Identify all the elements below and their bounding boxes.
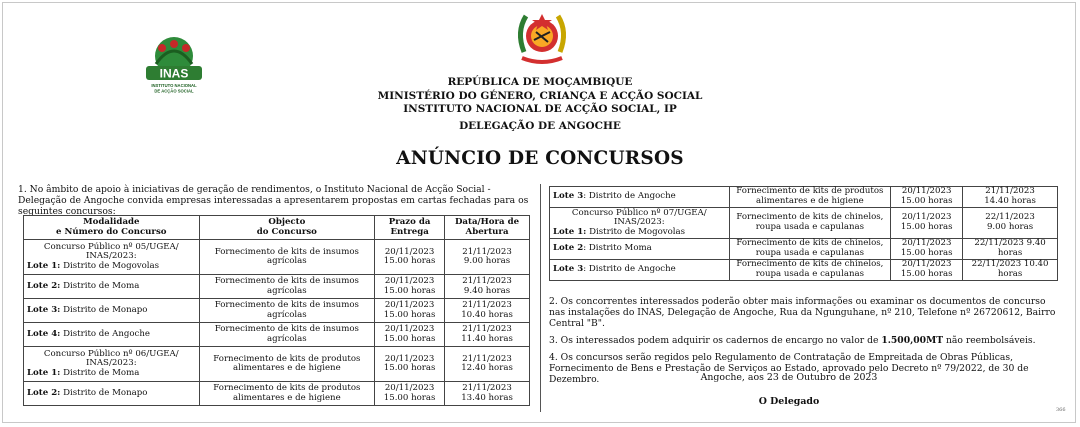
cell-objecto: Fornecimento de kits de insumos agrícolas (199, 275, 375, 299)
cell-prazo: 20/11/2023 15.00 horas (891, 239, 963, 260)
cell-prazo: 20/11/2023 15.00 horas (891, 187, 963, 208)
cell-abertura: 22/11/2023 9.40 horas (963, 239, 1058, 260)
cell-modalidade: Lote 3: Distrito de Monapo (24, 299, 200, 323)
table-header-row (24, 216, 530, 240)
table-row (550, 239, 1058, 260)
note-4: 4. Os concursos serão regidos pelo Regulamento de Contratação de Empreitada de Obras Públicas, Fornecimento de Bens e Prestação de Serviços ao Estado, aprovado pelo Decreto nº 79/2022, de 30 de Dezembro. (549, 352, 1029, 385)
header-delegation: DELEGAÇÃO DE ANGOCHE (459, 119, 621, 132)
mozambique-emblem (512, 8, 572, 70)
tender-table-right (549, 186, 1058, 281)
cell-objecto: Fornecimento de kits de produtos alimentares e de higiene (729, 187, 891, 208)
corner-mark: 366 (1056, 407, 1066, 413)
cell-objecto: Fornecimento de kits de produtos alimentares e de higiene (199, 382, 375, 406)
cell-prazo: 20/11/2023 15.00 horas (375, 275, 445, 299)
cell-objecto: Fornecimento de kits de insumos agrícolas (199, 240, 375, 275)
cell-prazo: 20/11/2023 15.00 horas (375, 323, 445, 347)
cell-abertura: 22/11/2023 9.00 horas (963, 208, 1058, 239)
letterhead (0, 76, 1080, 133)
cell-modalidade: Concurso Público nº 07/UGEA/ INAS/2023: Lote 1: Distrito de Mogovolas (550, 208, 730, 239)
note-2: 2. Os concorrentes interessados poderão obter mais informações ou examinar os documentos de concurso nas instalações do INAS, Delegação de Angoche, Rua da Ngunguhane, nº 210, Telefone nº 26720612, Bairro Central "B". (549, 296, 1056, 329)
cell-objecto: Fornecimento de kits de chinelos, roupa usada e capulanas (729, 239, 891, 260)
note-3: 3. Os interessados podem adquirir os cadernos de encargo no valor de 1.500,00MT não reembolsáveis. (549, 335, 1036, 346)
intro-paragraph: 1. No âmbito de apoio à iniciativas de geração de rendimentos, o Instituto Nacional de Acção Social -Delegação de Angoche convida empresas interessadas a apresentarem propostas em cartas fechadas para os seguintes concursos: (18, 184, 529, 217)
cell-modalidade: Lote 3: Distrito de Angoche (550, 260, 730, 281)
inas-logo-text: INAS (159, 66, 189, 81)
table-row (24, 240, 530, 275)
header-ministry: MINISTÉRIO DO GÉNERO, CRIANÇA E ACÇÃO SOCIAL (377, 89, 703, 102)
cell-modalidade: Concurso Público nº 05/UGEA/ INAS/2023: Lote 1: Distrito de Mogovolas (24, 240, 200, 275)
cell-prazo: 20/11/2023 15.00 horas (375, 382, 445, 406)
cell-modalidade: Lote 2: Distrito de Moma (24, 275, 200, 299)
cell-abertura: 21/11/2023 13.40 horas (445, 382, 530, 406)
table-row (24, 382, 530, 406)
table-row (550, 260, 1058, 281)
svg-text:DE ACÇÃO SOCIAL: DE ACÇÃO SOCIAL (154, 88, 194, 94)
cell-prazo: 20/11/2023 15.00 horas (375, 240, 445, 275)
cell-objecto: Fornecimento de kits de chinelos, roupa usada e capulanas (729, 208, 891, 239)
header-republic: REPÚBLICA DE MOÇAMBIQUE (447, 76, 633, 88)
cell-abertura: 21/11/2023 10.40 horas (445, 299, 530, 323)
signature: O Delegado (758, 396, 820, 407)
cell-modalidade: Lote 4: Distrito de Angoche (24, 323, 200, 347)
col-header-modalidade: Modalidade e Número do Concurso (24, 216, 200, 240)
cell-prazo: 20/11/2023 15.00 horas (891, 260, 963, 281)
table-row (24, 299, 530, 323)
cell-prazo: 20/11/2023 15.00 horas (891, 208, 963, 239)
cell-abertura: 22/11/2023 10.40 horas (963, 260, 1058, 281)
cell-abertura: 21/11/2023 14.40 horas (963, 187, 1058, 208)
cell-objecto: Fornecimento de kits de chinelos, roupa usada e capulanas (729, 260, 891, 281)
tender-table-left (23, 215, 530, 406)
cell-abertura: 21/11/2023 9.40 horas (445, 275, 530, 299)
cell-prazo: 20/11/2023 15.00 horas (375, 299, 445, 323)
table-row (24, 347, 530, 382)
svg-text:INSTITUTO NACIONAL: INSTITUTO NACIONAL (151, 83, 197, 88)
place-date: Angoche, aos 23 de Outubro de 2023 (700, 372, 878, 383)
cell-modalidade: Lote 2: Distrito Moma (550, 239, 730, 260)
table-row (24, 275, 530, 299)
table-row (24, 323, 530, 347)
cell-modalidade: Lote 3: Distrito de Angoche (550, 187, 730, 208)
table-row (550, 187, 1058, 208)
cell-objecto: Fornecimento de kits de insumos agrícolas (199, 299, 375, 323)
cell-modalidade: Lote 2: Distrito de Monapo (24, 382, 200, 406)
header-institute: INSTITUTO NACIONAL DE ACÇÃO SOCIAL, IP (403, 103, 677, 115)
column-divider (540, 184, 541, 412)
col-header-objecto: Objecto do Concurso (199, 216, 375, 240)
cell-prazo: 20/11/2023 15.00 horas (375, 347, 445, 382)
cell-objecto: Fornecimento de kits de produtos alimentares e de higiene (199, 347, 375, 382)
cell-abertura: 21/11/2023 9.00 horas (445, 240, 530, 275)
col-header-abertura: Data/Hora de Abertura (445, 216, 530, 240)
table-row (550, 208, 1058, 239)
col-header-prazo: Prazo da Entrega (375, 216, 445, 240)
cell-modalidade: Concurso Público nº 06/UGEA/ INAS/2023: Lote 1: Distrito de Moma (24, 347, 200, 382)
cell-objecto: Fornecimento de kits de insumos agrícolas (199, 323, 375, 347)
fee-value: 1.500,00MT (881, 335, 944, 346)
announcement-title: ANÚNCIO DE CONCURSOS (396, 148, 684, 169)
cell-abertura: 21/11/2023 12.40 horas (445, 347, 530, 382)
cell-abertura: 21/11/2023 11.40 horas (445, 323, 530, 347)
